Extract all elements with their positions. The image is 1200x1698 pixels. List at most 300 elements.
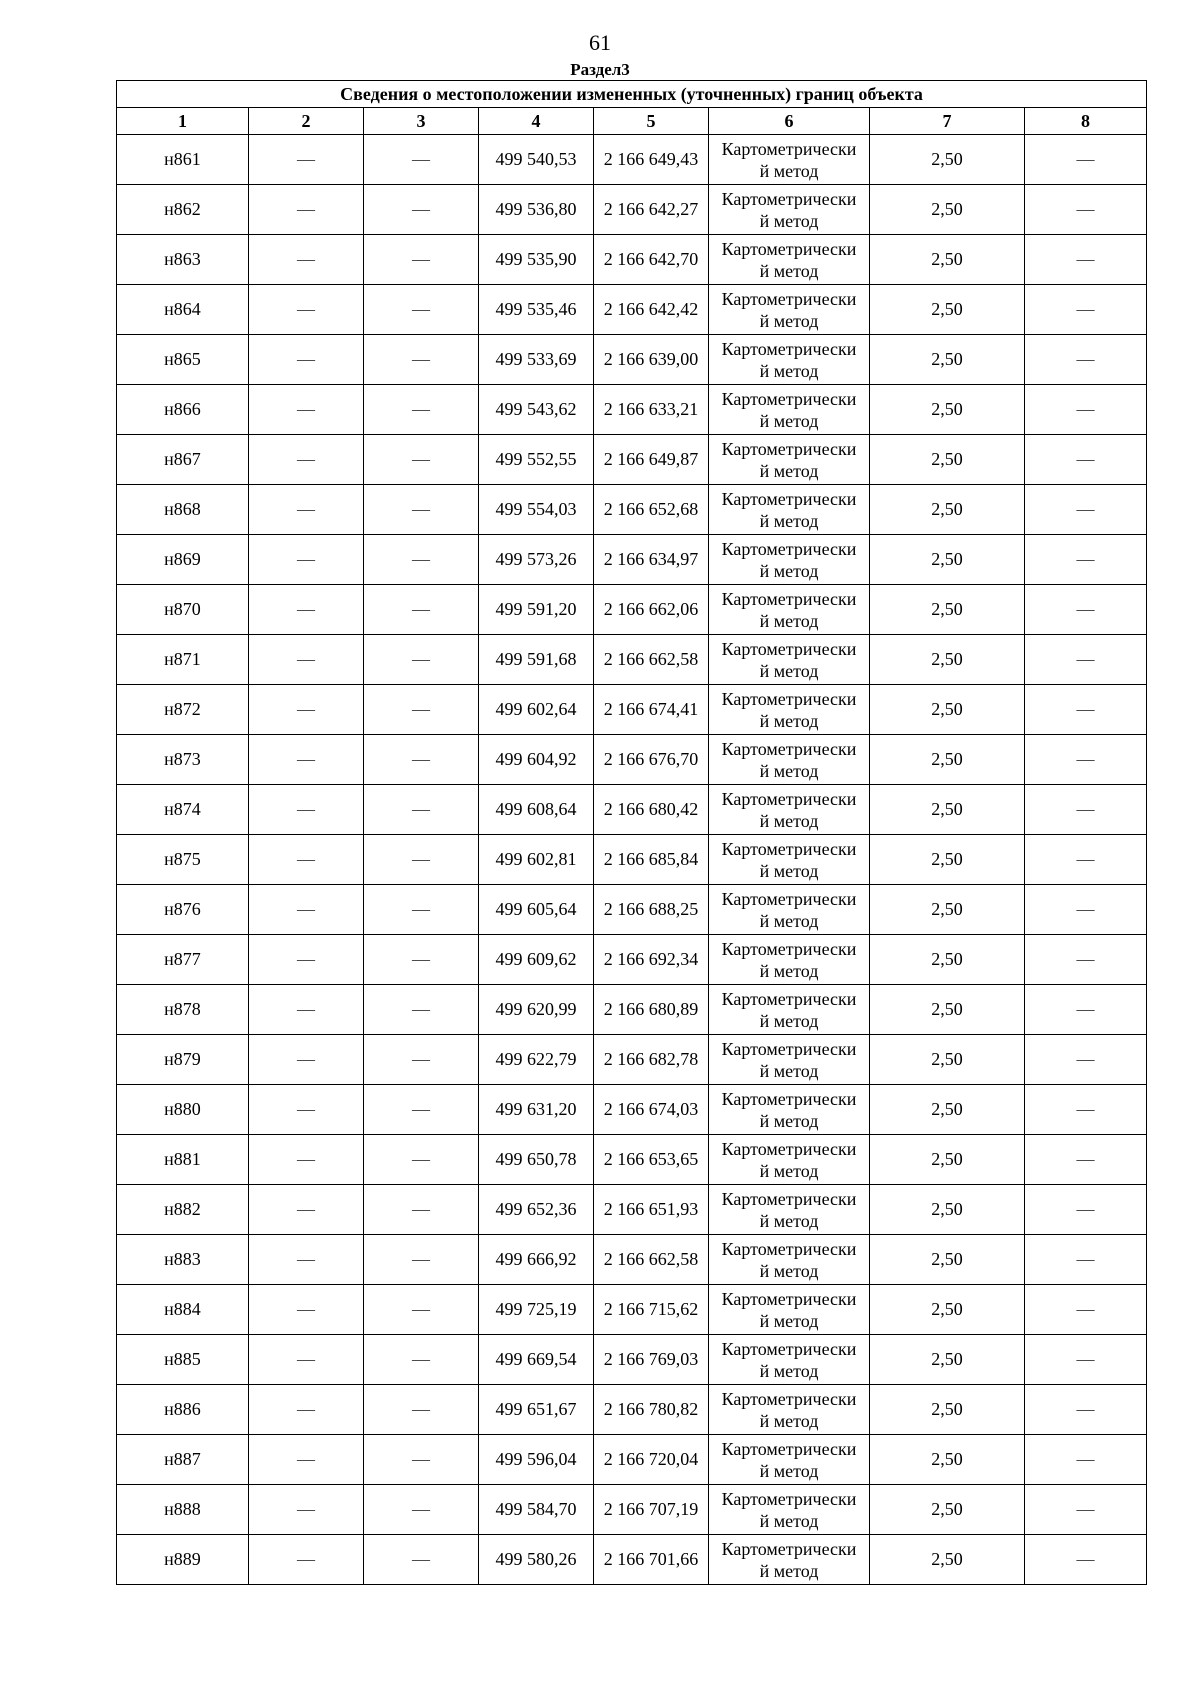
method-cell	[709, 1535, 870, 1585]
method-cell	[709, 135, 870, 185]
x-coordinate-cell: 499 651,67	[479, 1385, 594, 1435]
column-3-cell: —	[364, 1135, 479, 1185]
method-line-1: Картометрически	[721, 1438, 857, 1459]
y-coordinate-cell: 2 166 676,70	[594, 735, 709, 785]
method-line-1: Картометрически	[721, 638, 857, 659]
y-coordinate-cell: 2 166 653,65	[594, 1135, 709, 1185]
method-line-1: Картометрически	[721, 538, 857, 559]
column-8-cell: —	[1025, 835, 1147, 885]
table-row	[117, 1535, 1147, 1585]
column-3-cell: —	[364, 1185, 479, 1235]
point-name-cell: н882	[117, 1185, 249, 1235]
table-row	[117, 585, 1147, 635]
column-8-cell: —	[1025, 735, 1147, 785]
y-coordinate-cell: 2 166 715,62	[594, 1285, 709, 1335]
column-2-cell: —	[249, 585, 364, 635]
method-line-2: й метод	[759, 660, 819, 681]
method-cell	[709, 385, 870, 435]
column-2-cell: —	[249, 185, 364, 235]
point-name-cell: н863	[117, 235, 249, 285]
method-line-1: Картометрически	[721, 1088, 857, 1109]
method-cell	[709, 785, 870, 835]
y-coordinate-cell: 2 166 680,42	[594, 785, 709, 835]
table-row	[117, 735, 1147, 785]
table-row	[117, 185, 1147, 235]
method-line-1: Картометрически	[721, 1388, 857, 1409]
method-line-2: й метод	[759, 360, 819, 381]
method-line-2: й метод	[759, 1510, 819, 1531]
column-2-cell: —	[249, 135, 364, 185]
method-line-2: й метод	[759, 1260, 819, 1281]
column-3-cell: —	[364, 435, 479, 485]
column-2-cell: —	[249, 1235, 364, 1285]
table-row	[117, 1435, 1147, 1485]
accuracy-cell: 2,50	[870, 1385, 1025, 1435]
column-2-cell: —	[249, 785, 364, 835]
table-row	[117, 785, 1147, 835]
point-name-cell: н880	[117, 1085, 249, 1135]
table-row	[117, 1085, 1147, 1135]
method-line-2: й метод	[759, 810, 819, 831]
column-3-cell: —	[364, 535, 479, 585]
section-title: Раздел3	[570, 60, 630, 79]
column-2-cell: —	[249, 1385, 364, 1435]
method-line-1: Картометрически	[721, 1288, 857, 1309]
method-line-2: й метод	[759, 1110, 819, 1131]
y-coordinate-cell: 2 166 780,82	[594, 1385, 709, 1435]
y-coordinate-cell: 2 166 642,42	[594, 285, 709, 335]
column-2-cell: —	[249, 1435, 364, 1485]
column-3-cell: —	[364, 1035, 479, 1085]
column-2-cell: —	[249, 1285, 364, 1335]
method-cell	[709, 935, 870, 985]
column-2-cell: —	[249, 285, 364, 335]
table-row	[117, 635, 1147, 685]
point-name-cell: н861	[117, 135, 249, 185]
y-coordinate-cell: 2 166 674,41	[594, 685, 709, 735]
y-coordinate-cell: 2 166 649,87	[594, 435, 709, 485]
x-coordinate-cell: 499 543,62	[479, 385, 594, 435]
column-8-cell: —	[1025, 585, 1147, 635]
y-coordinate-cell: 2 166 707,19	[594, 1485, 709, 1535]
point-name-cell: н867	[117, 435, 249, 485]
point-name-cell: н884	[117, 1285, 249, 1335]
column-2-cell: —	[249, 335, 364, 385]
x-coordinate-cell: 499 652,36	[479, 1185, 594, 1235]
accuracy-cell: 2,50	[870, 585, 1025, 635]
column-number: 1	[117, 108, 249, 135]
x-coordinate-cell: 499 535,46	[479, 285, 594, 335]
method-line-2: й метод	[759, 260, 819, 281]
column-3-cell: —	[364, 985, 479, 1035]
point-name-cell: н889	[117, 1535, 249, 1585]
point-name-cell: н869	[117, 535, 249, 585]
method-cell	[709, 835, 870, 885]
method-line-1: Картометрически	[721, 338, 857, 359]
method-line-2: й метод	[759, 560, 819, 581]
table-row	[117, 1135, 1147, 1185]
column-8-cell: —	[1025, 985, 1147, 1035]
point-name-cell: н878	[117, 985, 249, 1035]
column-2-cell: —	[249, 1485, 364, 1535]
point-name-cell: н872	[117, 685, 249, 735]
accuracy-cell: 2,50	[870, 735, 1025, 785]
column-2-cell: —	[249, 1035, 364, 1085]
table-row	[117, 1385, 1147, 1435]
accuracy-cell: 2,50	[870, 1135, 1025, 1185]
y-coordinate-cell: 2 166 662,58	[594, 635, 709, 685]
x-coordinate-cell: 499 666,92	[479, 1235, 594, 1285]
column-3-cell: —	[364, 885, 479, 935]
method-line-1: Картометрически	[721, 588, 857, 609]
x-coordinate-cell: 499 602,64	[479, 685, 594, 735]
method-line-2: й метод	[759, 1410, 819, 1431]
column-3-cell: —	[364, 835, 479, 885]
method-line-1: Картометрически	[721, 1338, 857, 1359]
y-coordinate-cell: 2 166 692,34	[594, 935, 709, 985]
x-coordinate-cell: 499 591,20	[479, 585, 594, 635]
method-line-2: й метод	[759, 460, 819, 481]
table-body	[117, 135, 1147, 1585]
method-line-2: й метод	[759, 210, 819, 231]
method-line-1: Картометрически	[721, 288, 857, 309]
column-2-cell: —	[249, 635, 364, 685]
point-name-cell: н875	[117, 835, 249, 885]
point-name-cell: н888	[117, 1485, 249, 1535]
point-name-cell: н866	[117, 385, 249, 435]
column-8-cell: —	[1025, 1435, 1147, 1485]
accuracy-cell: 2,50	[870, 135, 1025, 185]
method-cell	[709, 735, 870, 785]
column-3-cell: —	[364, 1335, 479, 1385]
column-3-cell: —	[364, 1235, 479, 1285]
column-3-cell: —	[364, 135, 479, 185]
column-3-cell: —	[364, 285, 479, 335]
point-name-cell: н862	[117, 185, 249, 235]
table-row	[117, 885, 1147, 935]
method-cell	[709, 1435, 870, 1485]
column-8-cell: —	[1025, 1035, 1147, 1085]
x-coordinate-cell: 499 604,92	[479, 735, 594, 785]
y-coordinate-cell: 2 166 685,84	[594, 835, 709, 885]
accuracy-cell: 2,50	[870, 1185, 1025, 1235]
column-8-cell: —	[1025, 635, 1147, 685]
accuracy-cell: 2,50	[870, 285, 1025, 335]
method-cell	[709, 285, 870, 335]
y-coordinate-cell: 2 166 769,03	[594, 1335, 709, 1385]
point-name-cell: н865	[117, 335, 249, 385]
point-name-cell: н870	[117, 585, 249, 635]
y-coordinate-cell: 2 166 652,68	[594, 485, 709, 535]
y-coordinate-cell: 2 166 682,78	[594, 1035, 709, 1085]
method-cell	[709, 1335, 870, 1385]
point-name-cell: н881	[117, 1135, 249, 1185]
table-row	[117, 1235, 1147, 1285]
column-number: 6	[709, 108, 870, 135]
column-8-cell: —	[1025, 435, 1147, 485]
point-name-cell: н877	[117, 935, 249, 985]
column-2-cell: —	[249, 885, 364, 935]
column-8-cell: —	[1025, 1085, 1147, 1135]
column-3-cell: —	[364, 1535, 479, 1585]
accuracy-cell: 2,50	[870, 435, 1025, 485]
method-line-2: й метод	[759, 1310, 819, 1331]
column-8-cell: —	[1025, 1185, 1147, 1235]
accuracy-cell: 2,50	[870, 535, 1025, 585]
column-number: 3	[364, 108, 479, 135]
column-2-cell: —	[249, 485, 364, 535]
method-line-1: Картометрически	[721, 238, 857, 259]
column-3-cell: —	[364, 335, 479, 385]
column-number: 7	[870, 108, 1025, 135]
method-line-2: й метод	[759, 1560, 819, 1581]
method-line-1: Картометрически	[721, 388, 857, 409]
column-8-cell: —	[1025, 1235, 1147, 1285]
method-cell	[709, 685, 870, 735]
x-coordinate-cell: 499 725,19	[479, 1285, 594, 1335]
method-line-2: й метод	[759, 910, 819, 931]
y-coordinate-cell: 2 166 662,58	[594, 1235, 709, 1285]
method-line-2: й метод	[759, 1460, 819, 1481]
column-8-cell: —	[1025, 935, 1147, 985]
x-coordinate-cell: 499 580,26	[479, 1535, 594, 1585]
method-line-2: й метод	[759, 1160, 819, 1181]
column-3-cell: —	[364, 1085, 479, 1135]
accuracy-cell: 2,50	[870, 1235, 1025, 1285]
column-2-cell: —	[249, 1085, 364, 1135]
method-cell	[709, 585, 870, 635]
column-2-cell: —	[249, 535, 364, 585]
point-name-cell: н876	[117, 885, 249, 935]
y-coordinate-cell: 2 166 688,25	[594, 885, 709, 935]
column-3-cell: —	[364, 1435, 479, 1485]
column-2-cell: —	[249, 935, 364, 985]
method-cell	[709, 335, 870, 385]
method-line-1: Картометрически	[721, 738, 857, 759]
table-row	[117, 985, 1147, 1035]
x-coordinate-cell: 499 620,99	[479, 985, 594, 1035]
x-coordinate-cell: 499 540,53	[479, 135, 594, 185]
x-coordinate-cell: 499 669,54	[479, 1335, 594, 1385]
x-coordinate-cell: 499 535,90	[479, 235, 594, 285]
column-3-cell: —	[364, 1485, 479, 1535]
accuracy-cell: 2,50	[870, 985, 1025, 1035]
x-coordinate-cell: 499 608,64	[479, 785, 594, 835]
accuracy-cell: 2,50	[870, 1285, 1025, 1335]
method-cell	[709, 535, 870, 585]
column-8-cell: —	[1025, 785, 1147, 835]
column-number: 4	[479, 108, 594, 135]
column-2-cell: —	[249, 685, 364, 735]
accuracy-cell: 2,50	[870, 935, 1025, 985]
x-coordinate-cell: 499 609,62	[479, 935, 594, 985]
method-line-2: й метод	[759, 760, 819, 781]
table-row	[117, 285, 1147, 335]
x-coordinate-cell: 499 552,55	[479, 435, 594, 485]
y-coordinate-cell: 2 166 720,04	[594, 1435, 709, 1485]
column-8-cell: —	[1025, 1385, 1147, 1435]
column-8-cell: —	[1025, 235, 1147, 285]
column-3-cell: —	[364, 1285, 479, 1335]
accuracy-cell: 2,50	[870, 385, 1025, 435]
column-number: 8	[1025, 108, 1147, 135]
x-coordinate-cell: 499 573,26	[479, 535, 594, 585]
method-cell	[709, 1035, 870, 1085]
accuracy-cell: 2,50	[870, 1435, 1025, 1485]
point-name-cell: н864	[117, 285, 249, 335]
method-line-1: Картометрически	[721, 888, 857, 909]
column-2-cell: —	[249, 985, 364, 1035]
table-row	[117, 485, 1147, 535]
method-cell	[709, 1185, 870, 1235]
method-line-1: Картометрически	[721, 838, 857, 859]
table-row	[117, 385, 1147, 435]
point-name-cell: н887	[117, 1435, 249, 1485]
point-name-cell: н868	[117, 485, 249, 535]
column-8-cell: —	[1025, 135, 1147, 185]
column-3-cell: —	[364, 585, 479, 635]
boundary-coordinates-table	[116, 80, 1147, 1585]
method-line-1: Картометрически	[721, 988, 857, 1009]
table-row	[117, 685, 1147, 735]
column-8-cell: —	[1025, 885, 1147, 935]
x-coordinate-cell: 499 650,78	[479, 1135, 594, 1185]
table-row	[117, 535, 1147, 585]
method-cell	[709, 435, 870, 485]
y-coordinate-cell: 2 166 649,43	[594, 135, 709, 185]
column-2-cell: —	[249, 1535, 364, 1585]
method-line-1: Картометрически	[721, 488, 857, 509]
method-line-2: й метод	[759, 1010, 819, 1031]
method-cell	[709, 985, 870, 1035]
method-cell	[709, 1285, 870, 1335]
column-number-row	[117, 108, 1147, 135]
method-line-2: й метод	[759, 610, 819, 631]
accuracy-cell: 2,50	[870, 635, 1025, 685]
column-2-cell: —	[249, 235, 364, 285]
accuracy-cell: 2,50	[870, 785, 1025, 835]
column-3-cell: —	[364, 785, 479, 835]
y-coordinate-cell: 2 166 639,00	[594, 335, 709, 385]
point-name-cell: н885	[117, 1335, 249, 1385]
column-2-cell: —	[249, 385, 364, 435]
column-8-cell: —	[1025, 335, 1147, 385]
method-cell	[709, 635, 870, 685]
method-cell	[709, 485, 870, 535]
column-8-cell: —	[1025, 385, 1147, 435]
accuracy-cell: 2,50	[870, 685, 1025, 735]
method-cell	[709, 1485, 870, 1535]
column-8-cell: —	[1025, 1485, 1147, 1535]
table-caption: Сведения о местоположении измененных (уточненных) границ объекта	[117, 81, 1147, 108]
point-name-cell: н879	[117, 1035, 249, 1085]
table-row	[117, 1485, 1147, 1535]
method-cell	[709, 1235, 870, 1285]
method-line-1: Картометрически	[721, 1138, 857, 1159]
accuracy-cell: 2,50	[870, 185, 1025, 235]
y-coordinate-cell: 2 166 633,21	[594, 385, 709, 435]
point-name-cell: н886	[117, 1385, 249, 1435]
column-8-cell: —	[1025, 1535, 1147, 1585]
method-line-1: Картометрически	[721, 688, 857, 709]
y-coordinate-cell: 2 166 634,97	[594, 535, 709, 585]
method-line-1: Картометрически	[721, 1488, 857, 1509]
method-line-1: Картометрически	[721, 188, 857, 209]
column-2-cell: —	[249, 1335, 364, 1385]
column-8-cell: —	[1025, 535, 1147, 585]
method-line-1: Картометрически	[721, 788, 857, 809]
table-caption-row	[117, 81, 1147, 108]
column-8-cell: —	[1025, 185, 1147, 235]
method-cell	[709, 1085, 870, 1135]
column-number: 2	[249, 108, 364, 135]
column-3-cell: —	[364, 1385, 479, 1435]
method-line-2: й метод	[759, 710, 819, 731]
method-line-1: Картометрически	[721, 438, 857, 459]
accuracy-cell: 2,50	[870, 1035, 1025, 1085]
y-coordinate-cell: 2 166 680,89	[594, 985, 709, 1035]
accuracy-cell: 2,50	[870, 1485, 1025, 1535]
point-name-cell: н874	[117, 785, 249, 835]
method-line-2: й метод	[759, 1060, 819, 1081]
table-row	[117, 935, 1147, 985]
column-8-cell: —	[1025, 685, 1147, 735]
method-line-1: Картометрически	[721, 1238, 857, 1259]
x-coordinate-cell: 499 554,03	[479, 485, 594, 535]
x-coordinate-cell: 499 591,68	[479, 635, 594, 685]
method-cell	[709, 885, 870, 935]
method-cell	[709, 235, 870, 285]
column-2-cell: —	[249, 735, 364, 785]
accuracy-cell: 2,50	[870, 1085, 1025, 1135]
column-3-cell: —	[364, 485, 479, 535]
table-row	[117, 435, 1147, 485]
method-cell	[709, 1385, 870, 1435]
method-line-2: й метод	[759, 960, 819, 981]
column-3-cell: —	[364, 385, 479, 435]
column-3-cell: —	[364, 685, 479, 735]
accuracy-cell: 2,50	[870, 235, 1025, 285]
accuracy-cell: 2,50	[870, 1335, 1025, 1385]
table-row	[117, 1285, 1147, 1335]
method-line-2: й метод	[759, 410, 819, 431]
y-coordinate-cell: 2 166 674,03	[594, 1085, 709, 1135]
x-coordinate-cell: 499 536,80	[479, 185, 594, 235]
method-line-1: Картометрически	[721, 1188, 857, 1209]
y-coordinate-cell: 2 166 701,66	[594, 1535, 709, 1585]
method-line-2: й метод	[759, 310, 819, 331]
y-coordinate-cell: 2 166 651,93	[594, 1185, 709, 1235]
accuracy-cell: 2,50	[870, 335, 1025, 385]
y-coordinate-cell: 2 166 662,06	[594, 585, 709, 635]
accuracy-cell: 2,50	[870, 485, 1025, 535]
column-2-cell: —	[249, 1135, 364, 1185]
column-8-cell: —	[1025, 285, 1147, 335]
method-cell	[709, 185, 870, 235]
table-row	[117, 1335, 1147, 1385]
point-name-cell: н873	[117, 735, 249, 785]
column-3-cell: —	[364, 185, 479, 235]
column-number: 5	[594, 108, 709, 135]
accuracy-cell: 2,50	[870, 1535, 1025, 1585]
method-line-1: Картометрически	[721, 138, 857, 159]
method-line-2: й метод	[759, 1360, 819, 1381]
x-coordinate-cell: 499 631,20	[479, 1085, 594, 1135]
table-row	[117, 1185, 1147, 1235]
table-row	[117, 235, 1147, 285]
column-3-cell: —	[364, 935, 479, 985]
method-line-1: Картометрически	[721, 1038, 857, 1059]
